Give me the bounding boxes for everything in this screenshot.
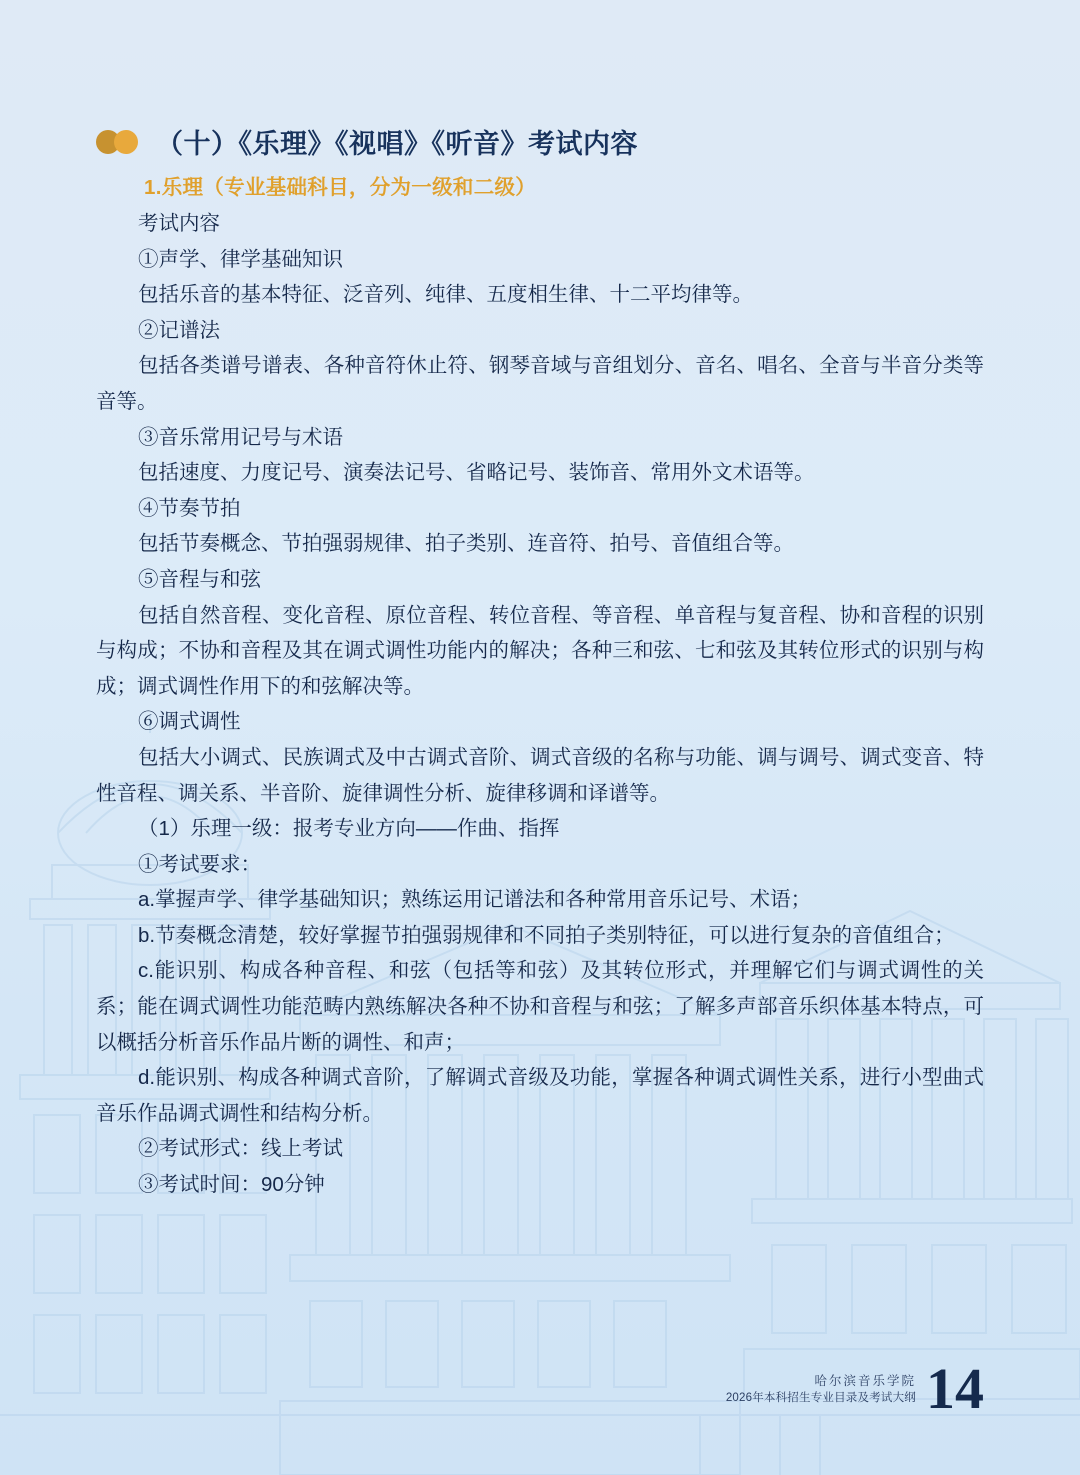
page-number: 14 — [926, 1355, 984, 1421]
body-paragraph: 包括各类谱号谱表、各种音符休止符、钢琴音域与音组划分、音名、唱名、全音与半音分类等音等。 — [96, 354, 984, 413]
body-paragraph: ④节奏节拍 — [138, 496, 241, 520]
body-paragraph: c.能识别、构成各种音程、和弦（包括等和弦）及其转位形式，并理解它们与调式调性的关系；能在调式调性功能范畴内熟练解决各种不协和音程与和弦；了解多声部音乐织体基本特点，可以概括分析音乐作品片断的调性、和声； — [96, 959, 984, 1054]
body-paragraph: ①声学、律学基础知识 — [138, 247, 343, 271]
body-paragraph: （1）乐理一级：报考专业方向——作曲、指挥 — [138, 817, 560, 841]
page-footer — [725, 1355, 984, 1421]
body-paragraph: ⑥调式调性 — [138, 710, 241, 734]
body-paragraph: 包括大小调式、民族调式及中古调式音阶、调式音级的名称与功能、调与调号、调式变音、特性音程、调关系、半音阶、旋律调性分析、旋律移调和译谱等。 — [96, 745, 984, 805]
footer-document-title: 2026年本科招生专业目录及考试大纲 — [725, 1392, 916, 1405]
body-paragraph: 考试内容 — [138, 212, 220, 235]
body-paragraph: ②考试形式：线上考试 — [138, 1137, 343, 1161]
body-paragraph: ②记谱法 — [138, 318, 220, 342]
body-paragraph: ①考试要求： — [138, 852, 261, 876]
body-paragraph: ⑤音程与和弦 — [138, 567, 261, 591]
footer-texts — [726, 1372, 916, 1413]
body-paragraph: ③音乐常用记号与术语 — [138, 425, 343, 449]
footer-institution: 哈尔滨音乐学院 — [814, 1374, 916, 1389]
page-title: （十）《乐理》《视唱》《听音》考试内容 — [156, 129, 638, 159]
section-heading — [96, 122, 638, 161]
body-paragraph: b.节奏概念清楚，较好掌握节拍强弱规律和不同拍子类别特征，可以进行复杂的音值组合； — [138, 923, 955, 947]
body-paragraph: d.能识别、构成各种调式音阶，了解调式音级及功能，掌握各种调式调性关系，进行小型曲式音乐作品调式调性和结构分析。 — [96, 1066, 984, 1125]
body-text — [96, 206, 984, 1203]
double-circle-icon — [96, 130, 142, 154]
body-paragraph: 包括节奏概念、节拍强弱规律、拍子类别、连音符、拍号、音值组合等。 — [138, 532, 794, 556]
body-paragraph: a.掌握声学、律学基础知识；熟练运用记谱法和各种常用音乐记号、术语； — [138, 888, 812, 912]
sub-heading: 1.乐理（专业基础科目，分为一级和二级） — [144, 176, 537, 199]
body-paragraph: 包括自然音程、变化音程、原位音程、转位音程、等音程、单音程与复音程、协和音程的识别与构成；不协和音程及其在调式调性功能内的解决；各种三和弦、七和弦及其转位形式的识别与构成；调式调性作用下的和弦解决等。 — [96, 603, 984, 698]
body-paragraph: 包括速度、力度记号、演奏法记号、省略记号、装饰音、常用外文术语等。 — [138, 461, 815, 485]
body-paragraph: 包括乐音的基本特征、泛音列、纯律、五度相生律、十二平均律等。 — [138, 283, 753, 307]
body-paragraph: ③考试时间：90分钟 — [138, 1173, 325, 1197]
